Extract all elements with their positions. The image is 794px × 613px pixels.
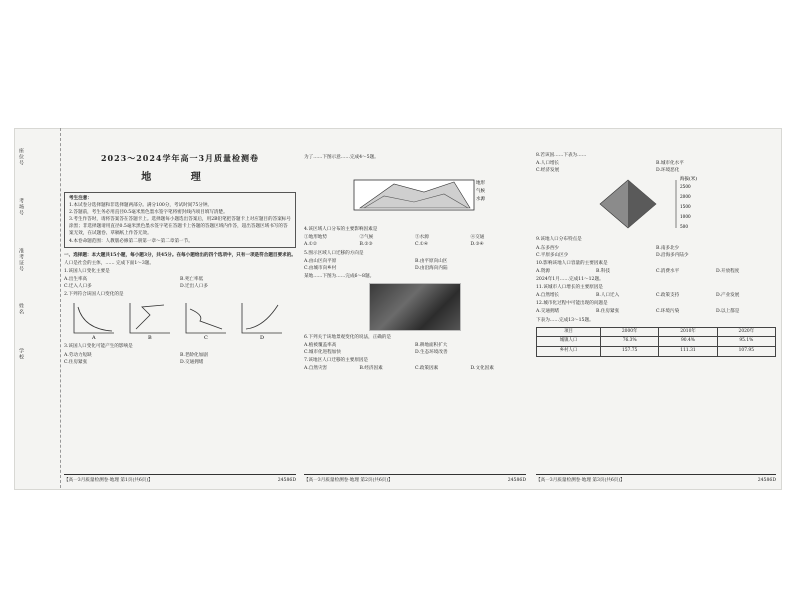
section-1-heading: 一、选择题：本大题共15小题，每小题3分，共45分。在每小题给出的四个选项中，只有一项是符合题目要求的。 (64, 252, 296, 258)
fig-label: 地形 (476, 181, 485, 187)
binding-margin (14, 128, 61, 488)
graph-label-d: D (260, 335, 265, 340)
option: C.消费水平 (656, 268, 680, 274)
option: D.产业发展 (716, 293, 740, 299)
option: A.资源 (536, 268, 550, 274)
table-row (537, 347, 776, 357)
question-13-intro: 下表为……完成13～15题。 (536, 317, 594, 323)
option: D.文化因素 (470, 366, 494, 372)
tick-label: 2500 (680, 184, 691, 190)
option: B.住房紧张 (596, 309, 620, 315)
option: A.交通拥堵 (536, 309, 560, 315)
question-3: 3.该国人口变化可能产生的影响是 (64, 344, 133, 350)
tick-label: 500 (680, 224, 688, 230)
graph-a-curve (78, 307, 112, 331)
footer-page-label: 【高一3月质量检测卷·地理 第2页(共6页)】 (304, 477, 393, 483)
question-4: 4.该区域人口分布的主要影响因素是 (304, 227, 378, 233)
table-cell: 乡村人口 (537, 347, 601, 357)
option: A.①② (304, 242, 318, 248)
option: A.人口增长 (536, 161, 560, 167)
footer-page-label: 【高一3月质量检测卷·地理 第3页(共6页)】 (536, 477, 625, 483)
exam-title: 2023～2024学年高一3月质量检测卷 (100, 153, 260, 163)
graph-d-curve (246, 305, 278, 329)
footer-code: 24586D (507, 477, 526, 483)
page-1-footer (64, 474, 296, 484)
table-header-cell: 2020年 (717, 327, 775, 337)
binding-label-school: 学校 (18, 348, 24, 360)
page-3-footer (536, 474, 776, 484)
question-9: 9.该地人口分布特点是 (536, 237, 582, 243)
note-1: 1.本试卷分选择题和非选择题两部分。满分100分，考试时间75分钟。 (69, 203, 213, 208)
table-header-cell: 2010年 (659, 327, 717, 337)
question-1: 1.该国人口变化主要是 (64, 268, 110, 274)
question-11-intro: 2024年1月……完成11～12题。 (536, 276, 604, 282)
question-4-items (304, 234, 526, 241)
question-10: 10.影响该地人口容量的主要因素是 (536, 260, 608, 266)
binding-label-room: 考场号 (18, 198, 24, 216)
table-cell: 107.95 (717, 347, 775, 357)
option: D.③④ (470, 242, 484, 248)
page-3 (536, 140, 776, 484)
option: C.政策支持 (656, 293, 680, 299)
option: B.南多北少 (656, 245, 680, 251)
question-7: 7.该地区人口迁移的主要原因是 (304, 358, 369, 364)
notes-box (64, 192, 296, 248)
question-9-options (536, 245, 776, 259)
page-2-footer (304, 474, 526, 484)
binding-label-ticket: 准考证号 (18, 248, 24, 272)
option: B.科技 (596, 268, 611, 274)
option: B.经济因素 (359, 366, 383, 372)
question-5-options (304, 258, 526, 272)
item: ①地形地势 (304, 235, 327, 241)
graph-a-axes (74, 303, 114, 333)
option: B.老龄化加剧 (180, 352, 208, 358)
question-4-intro: 为了……下图示意……完成4～5题。 (304, 155, 379, 160)
option: C.住房紧张 (64, 359, 88, 365)
option: C.城市化进程加快 (304, 350, 341, 356)
table-header-row (537, 327, 776, 337)
option: D.由沿海向内陆 (415, 265, 448, 271)
question-5: 5.图示区域人口迁移的方向是 (304, 250, 364, 256)
question-8: 8.若该国……下表为…… (536, 153, 587, 158)
option: D.生态环境改善 (415, 350, 448, 356)
option: B.死亡率低 (180, 276, 204, 282)
page-1 (64, 140, 296, 484)
item: ③水源 (415, 235, 429, 241)
graph-c-curve (190, 309, 222, 329)
binding-label-seat: 座位号 (18, 148, 24, 166)
question-6: 6.下列关于该地景观变化的说法，正确的是 (304, 334, 392, 340)
fig-label: 气候 (476, 189, 485, 195)
table-cell: 111.31 (659, 347, 717, 357)
question-12-options (536, 308, 776, 315)
graph-b-curve (136, 305, 164, 329)
landscape-photo (369, 283, 461, 331)
option: A.东多西少 (536, 245, 560, 251)
option: D.以上都是 (716, 309, 740, 315)
diamond-shade (628, 180, 656, 228)
option: A.植被覆盖率高 (304, 343, 337, 349)
option: B.人口迁入 (596, 293, 620, 299)
table-cell: 城镇人口 (537, 337, 601, 347)
question-11: 11.该城市人口增长的主要原因是 (536, 285, 604, 291)
note-2: 2.答题前，考生务必用直径0.5毫米黑色墨水签字笔将密封线内项目填写清楚。 (69, 210, 228, 216)
graph-label-c: C (204, 335, 208, 340)
chart-caption: 海拔(米) (680, 177, 698, 183)
option: C.①④ (415, 242, 429, 248)
question-2-graphs (64, 299, 296, 339)
option: A.自然灾害 (304, 366, 328, 372)
item: ②气候 (359, 235, 374, 241)
option: D.交通拥堵 (180, 359, 204, 365)
table-header-cell: 2000年 (601, 327, 659, 337)
option: B.②③ (359, 242, 373, 248)
question-12: 12.城市化过程中可能出现的问题是 (536, 301, 608, 307)
graph-label-a: A (92, 335, 96, 340)
item: ④交通 (470, 235, 485, 241)
option: C.政策因素 (415, 366, 439, 372)
option: D.环境恶化 (656, 168, 680, 174)
tick-label: 1000 (680, 214, 691, 220)
question-4-options (304, 241, 526, 248)
option: D.开放程度 (716, 268, 740, 274)
option: A.由山区向平原 (304, 258, 337, 264)
question-2: 2.下列符合该国人口变化的是 (64, 292, 124, 298)
option: B.耕地面积扩大 (415, 343, 448, 349)
footer-page-label: 【高一3月质量检测卷·地理 第1页(共6页)】 (64, 477, 153, 483)
note-3: 3.考生作答时，请将答案答在答题卡上。选择题每小题选出答案后，用2B铅笔把答题卡上对应题目的答案标号涂黑；非选择题请用直径0.5毫米黑色墨水签字笔在答题卡上各题的答题区域内作答，超出答题区域书写的答案无效，在试题卷、草稿纸上作答无效。 (69, 217, 291, 237)
option: C.平原多山区少 (536, 252, 569, 258)
question-6-options (304, 342, 526, 356)
terrain-diagram (304, 162, 526, 222)
altitude-diagram (536, 174, 776, 232)
question-10-options (536, 268, 776, 275)
tick-label: 1500 (680, 204, 691, 210)
binding-label-name: 姓名 (18, 303, 24, 315)
table-cell: 90.4% (659, 337, 717, 347)
table-cell: 157.75 (601, 347, 659, 357)
option: D.迁出人口多 (180, 284, 208, 290)
option: C.经济发展 (536, 168, 560, 174)
question-1-options (64, 276, 296, 290)
question-11-options (536, 292, 776, 299)
table-row (537, 337, 776, 347)
question-8-options (536, 160, 776, 174)
note-4: 4.本卷命题范围：人教版必修第二册第一章～第二章第一节。 (69, 238, 193, 244)
graph-label-b: B (148, 335, 152, 340)
table-cell: 95.1% (717, 337, 775, 347)
footer-code: 24586D (757, 477, 776, 483)
page-2 (304, 140, 526, 484)
footer-code: 24586D (277, 477, 296, 483)
notes-title: 考生注意： (69, 195, 92, 201)
question-3-options (64, 352, 296, 366)
fig-label: 水源 (476, 197, 485, 203)
exam-subject: 地 理 (141, 172, 219, 184)
data-table (536, 327, 776, 357)
option: B.城市化水平 (656, 161, 684, 167)
table-cell: 76.3% (601, 337, 659, 347)
question-7-options (304, 365, 526, 372)
table-header-cell: 项目 (537, 327, 601, 337)
option: A.自然增长 (536, 293, 560, 299)
option: B.由平原向山区 (415, 258, 448, 264)
question-intro: 人口是社会的主体，…… 完成下面1～3题。 (64, 260, 154, 266)
option: A.劳动力短缺 (64, 352, 92, 358)
option: C.环境污染 (656, 309, 680, 315)
question-6-intro: 某地……下图为……完成6～8题。 (304, 273, 375, 279)
option: C.由城市向乡村 (304, 265, 337, 271)
option: A.出生率高 (64, 276, 88, 282)
option: C.迁入人口多 (64, 284, 92, 290)
tick-label: 2000 (680, 194, 691, 200)
option: D.沿海多内陆少 (656, 252, 689, 258)
